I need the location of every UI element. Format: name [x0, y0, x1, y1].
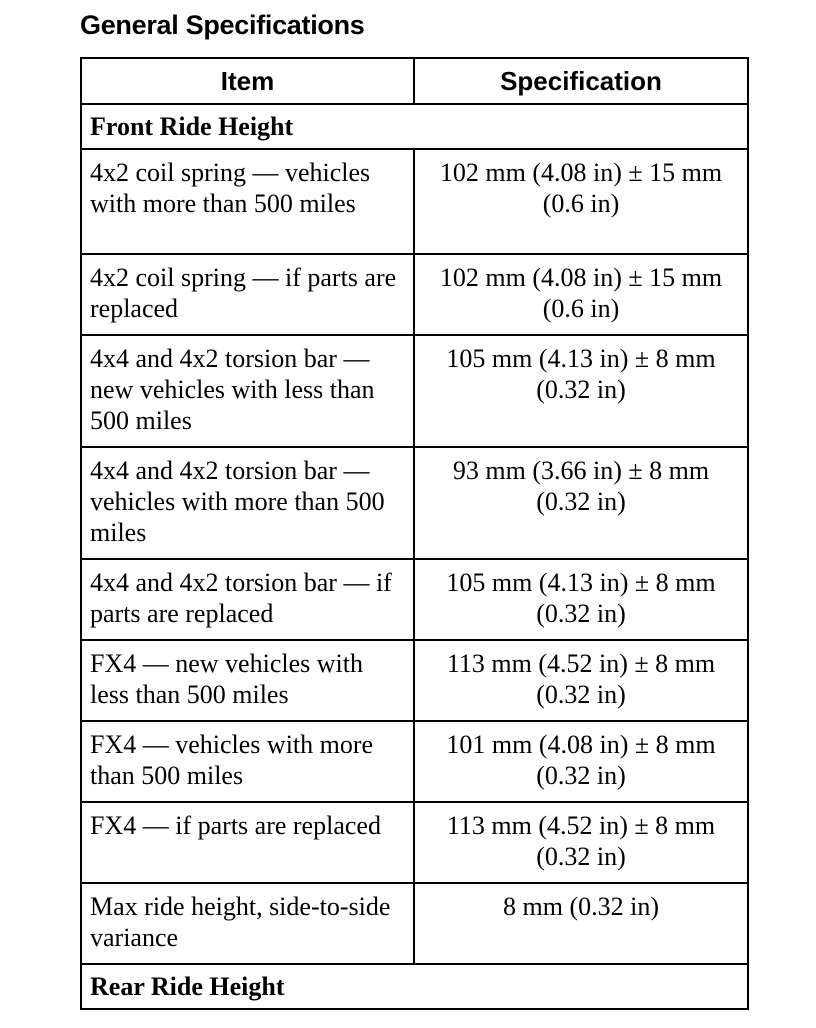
column-header-specification: Specification	[414, 58, 748, 104]
table-row	[81, 335, 748, 447]
item-cell: 4x4 and 4x2 torsion bar — vehicles with more than 500 miles	[81, 447, 414, 559]
section-heading-rear-ride-height: Rear Ride Height	[81, 964, 748, 1009]
table-row	[81, 721, 748, 802]
table-row	[81, 559, 748, 640]
item-cell: FX4 — new vehicles with less than 500 miles	[81, 640, 414, 721]
section-heading-front-ride-height: Front Ride Height	[81, 104, 748, 149]
spec-cell: 105 mm (4.13 in) ± 8 mm (0.32 in)	[414, 559, 748, 640]
table-row	[81, 802, 748, 883]
table-row	[81, 254, 748, 335]
spec-cell: 8 mm (0.32 in)	[414, 883, 748, 964]
section-row-front	[81, 104, 748, 149]
page-title: General Specifications	[80, 10, 365, 40]
specifications-table	[80, 57, 749, 1010]
section-row-rear	[81, 964, 748, 1009]
table-row	[81, 640, 748, 721]
table-header-row	[81, 58, 748, 104]
item-cell: FX4 — if parts are replaced	[81, 802, 414, 883]
table-row	[81, 883, 748, 964]
spec-cell: 113 mm (4.52 in) ± 8 mm (0.32 in)	[414, 802, 748, 883]
item-cell: 4x4 and 4x2 torsion bar — new vehicles with less than 500 miles	[81, 335, 414, 447]
spec-cell: 101 mm (4.08 in) ± 8 mm (0.32 in)	[414, 721, 748, 802]
spec-cell: 113 mm (4.52 in) ± 8 mm (0.32 in)	[414, 640, 748, 721]
item-cell: 4x4 and 4x2 torsion bar — if parts are replaced	[81, 559, 414, 640]
table-row	[81, 149, 748, 254]
spec-cell: 102 mm (4.08 in) ± 15 mm (0.6 in)	[414, 149, 748, 254]
column-header-item: Item	[81, 58, 414, 104]
spec-cell: 102 mm (4.08 in) ± 15 mm (0.6 in)	[414, 254, 748, 335]
item-cell: 4x2 coil spring — if parts are replaced	[81, 254, 414, 335]
spec-cell: 105 mm (4.13 in) ± 8 mm (0.32 in)	[414, 335, 748, 447]
item-cell: 4x2 coil spring — vehicles with more than 500 miles	[81, 149, 414, 254]
item-cell: Max ride height, side-to-side variance	[81, 883, 414, 964]
table-row	[81, 447, 748, 559]
spec-cell: 93 mm (3.66 in) ± 8 mm (0.32 in)	[414, 447, 748, 559]
item-cell: FX4 — vehicles with more than 500 miles	[81, 721, 414, 802]
